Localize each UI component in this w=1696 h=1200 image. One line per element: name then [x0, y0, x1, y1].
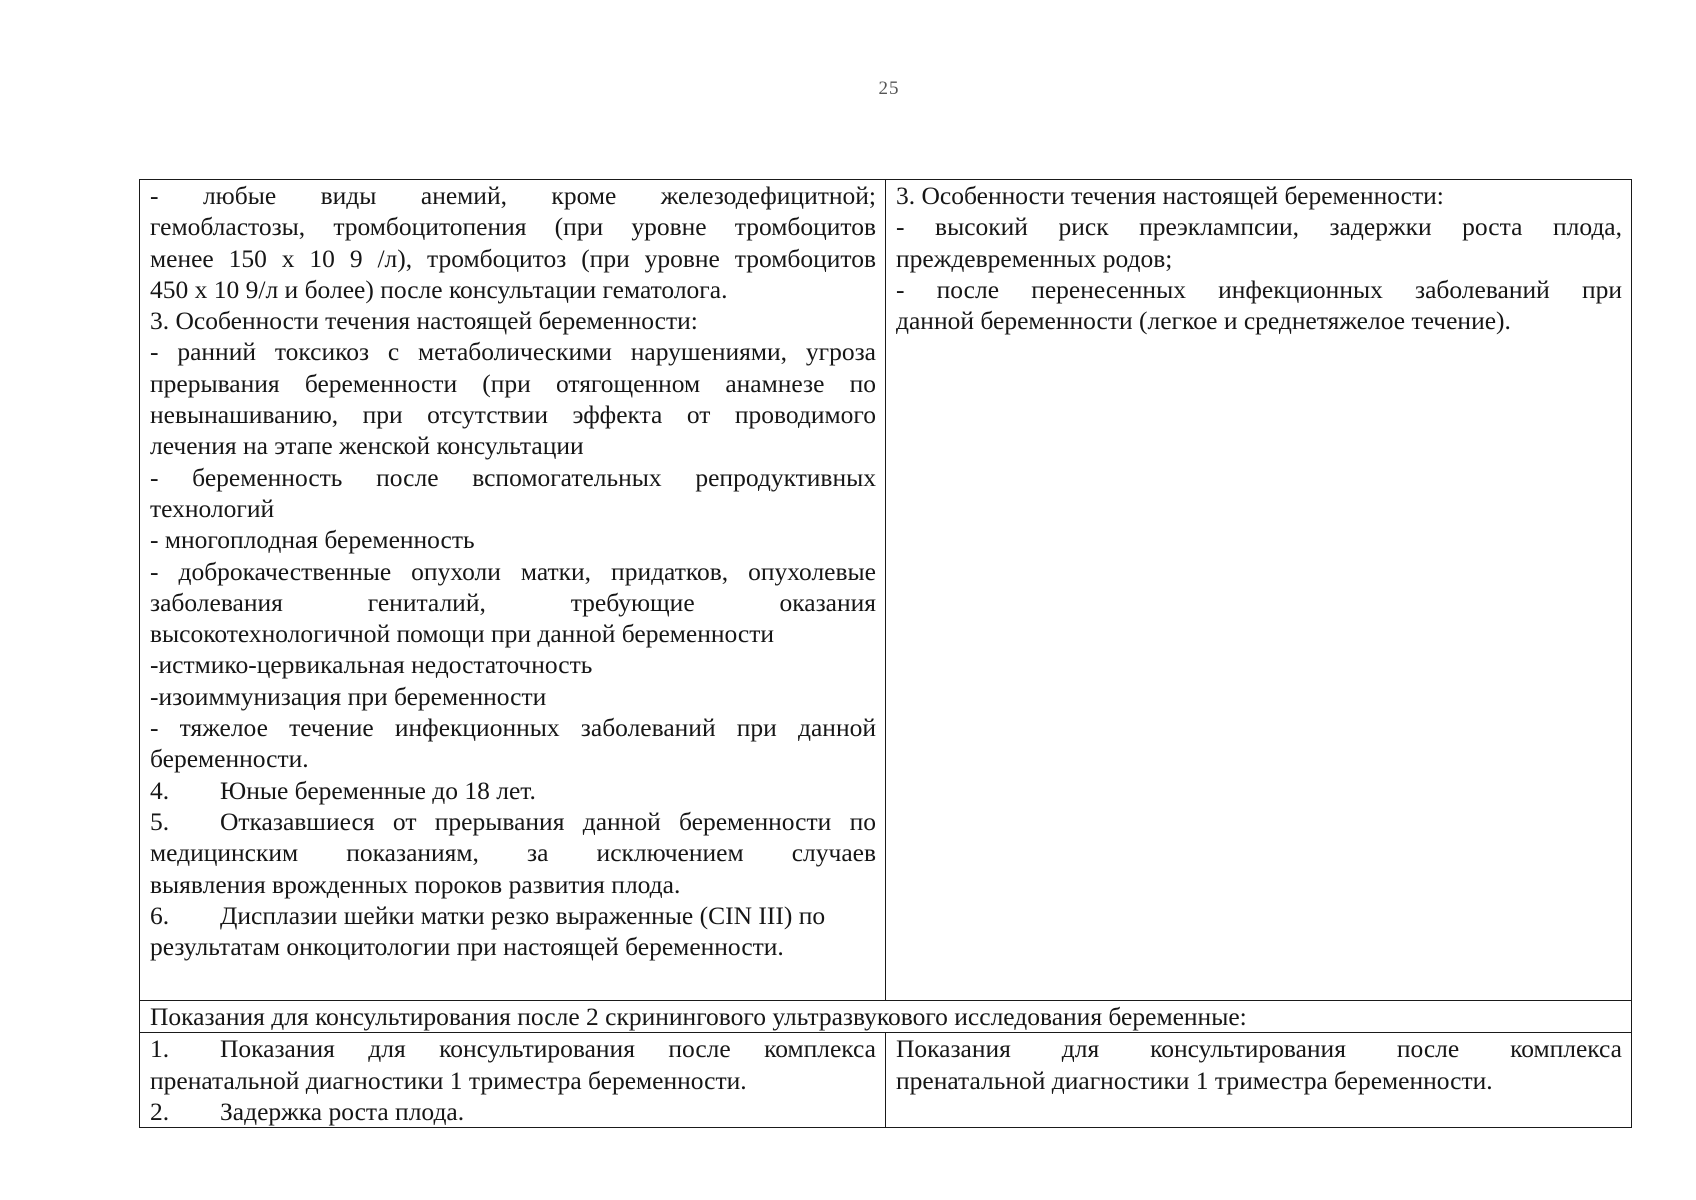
text-line: прерывания беременности (при отягощенном анамнезе по [150, 368, 876, 398]
text-line: -изоиммунизация при беременности [150, 681, 547, 711]
text-line: технологий [150, 493, 275, 523]
text-line: невынашиванию, при отсутствии эффекта от проводимого [150, 400, 876, 430]
text-line: результатам онкоцитологии при настоящей беременности. [150, 932, 784, 962]
right-cell-indications [886, 180, 1632, 1001]
item-number: 6. [150, 900, 170, 930]
page-number: 25 [878, 78, 900, 99]
criteria-table [139, 179, 1632, 1128]
text-line: менее 150 х 10 9 /л), тромбоцитоз (при уровне тромбоцитов [150, 243, 876, 273]
item-text: Задержка роста плода. [220, 1096, 465, 1126]
screening-header-cell [140, 1001, 1632, 1033]
text-line: - после перенесенных инфекционных заболеваний при [896, 274, 1622, 304]
text-line: выявления врожденных пороков развития плода. [150, 869, 681, 899]
numbered-item-2 [150, 1096, 876, 1127]
item-number: 4. [150, 775, 170, 805]
text-line: - доброкачественные опухоли матки, придатков, опухолевые [150, 556, 876, 586]
table-row [140, 180, 1632, 1001]
text-line: 450 х 10 9/л и более) после консультации гематолога. [150, 274, 728, 304]
text-line: - высокий риск преэклампсии, задержки роста плода, [896, 212, 1622, 242]
left-cell-screening [140, 1033, 886, 1128]
left-cell-indications [140, 180, 886, 1001]
item-text: Юные беременные до 18 лет. [220, 775, 536, 805]
text-line: пренатальной диагностики 1 триместра беременности. [896, 1065, 1493, 1095]
text-line: беременности. [150, 744, 309, 774]
numbered-item-6 [150, 900, 876, 931]
right-cell-screening [886, 1033, 1632, 1128]
text-line: - ранний токсикоз с метаболическими нарушениями, угроза [150, 337, 876, 367]
section-heading: 3. Особенности течения настоящей беременности: [896, 181, 1444, 210]
text-line: преждевременных родов; [896, 243, 1173, 273]
item-number: 1. [150, 1034, 170, 1064]
item-text: Показания для консультирования после комплекса [220, 1034, 876, 1064]
text-line: медицинским показаниям, за исключением случаев [150, 838, 876, 868]
text-line: Показания для консультирования после комплекса [896, 1034, 1622, 1064]
text-line: - беременность после вспомогательных репродуктивных [150, 462, 876, 492]
text-line: - многоплодная беременность [150, 525, 475, 555]
text-line: - любые виды анемий, кроме железодефицитной; [150, 181, 876, 210]
text-line: гемобластозы, тромбоцитопения (при уровне тромбоцитов [150, 212, 876, 242]
item-text: Дисплазии шейки матки резко выраженные (CIN III) по [220, 900, 826, 930]
numbered-item-1 [150, 1033, 876, 1064]
text-line: пренатальной диагностики 1 триместра беременности. [150, 1065, 747, 1095]
section-heading: Показания для консультирования после 2 скринингового ультразвукового исследования беременные: [150, 1002, 1247, 1031]
item-number: 2. [150, 1096, 170, 1126]
section-heading: 3. Особенности течения настоящей беременности: [150, 306, 698, 336]
table-row [140, 1001, 1632, 1033]
table-row [140, 1033, 1632, 1128]
text-line: заболевания гениталий, требующие оказания [150, 587, 876, 617]
text-line: данной беременности (легкое и среднетяжелое течение). [896, 306, 1511, 336]
item-number: 5. [150, 806, 170, 836]
numbered-item-5 [150, 806, 876, 837]
text-line: лечения на этапе женской консультации [150, 431, 584, 461]
text-line: - тяжелое течение инфекционных заболеваний при данной [150, 713, 876, 743]
text-line: -истмико-цервикальная недостаточность [150, 650, 593, 680]
text-line: высокотехнологичной помощи при данной беременности [150, 619, 775, 649]
numbered-item-4 [150, 775, 876, 806]
item-text: Отказавшиеся от прерывания данной беременности по [220, 806, 876, 836]
